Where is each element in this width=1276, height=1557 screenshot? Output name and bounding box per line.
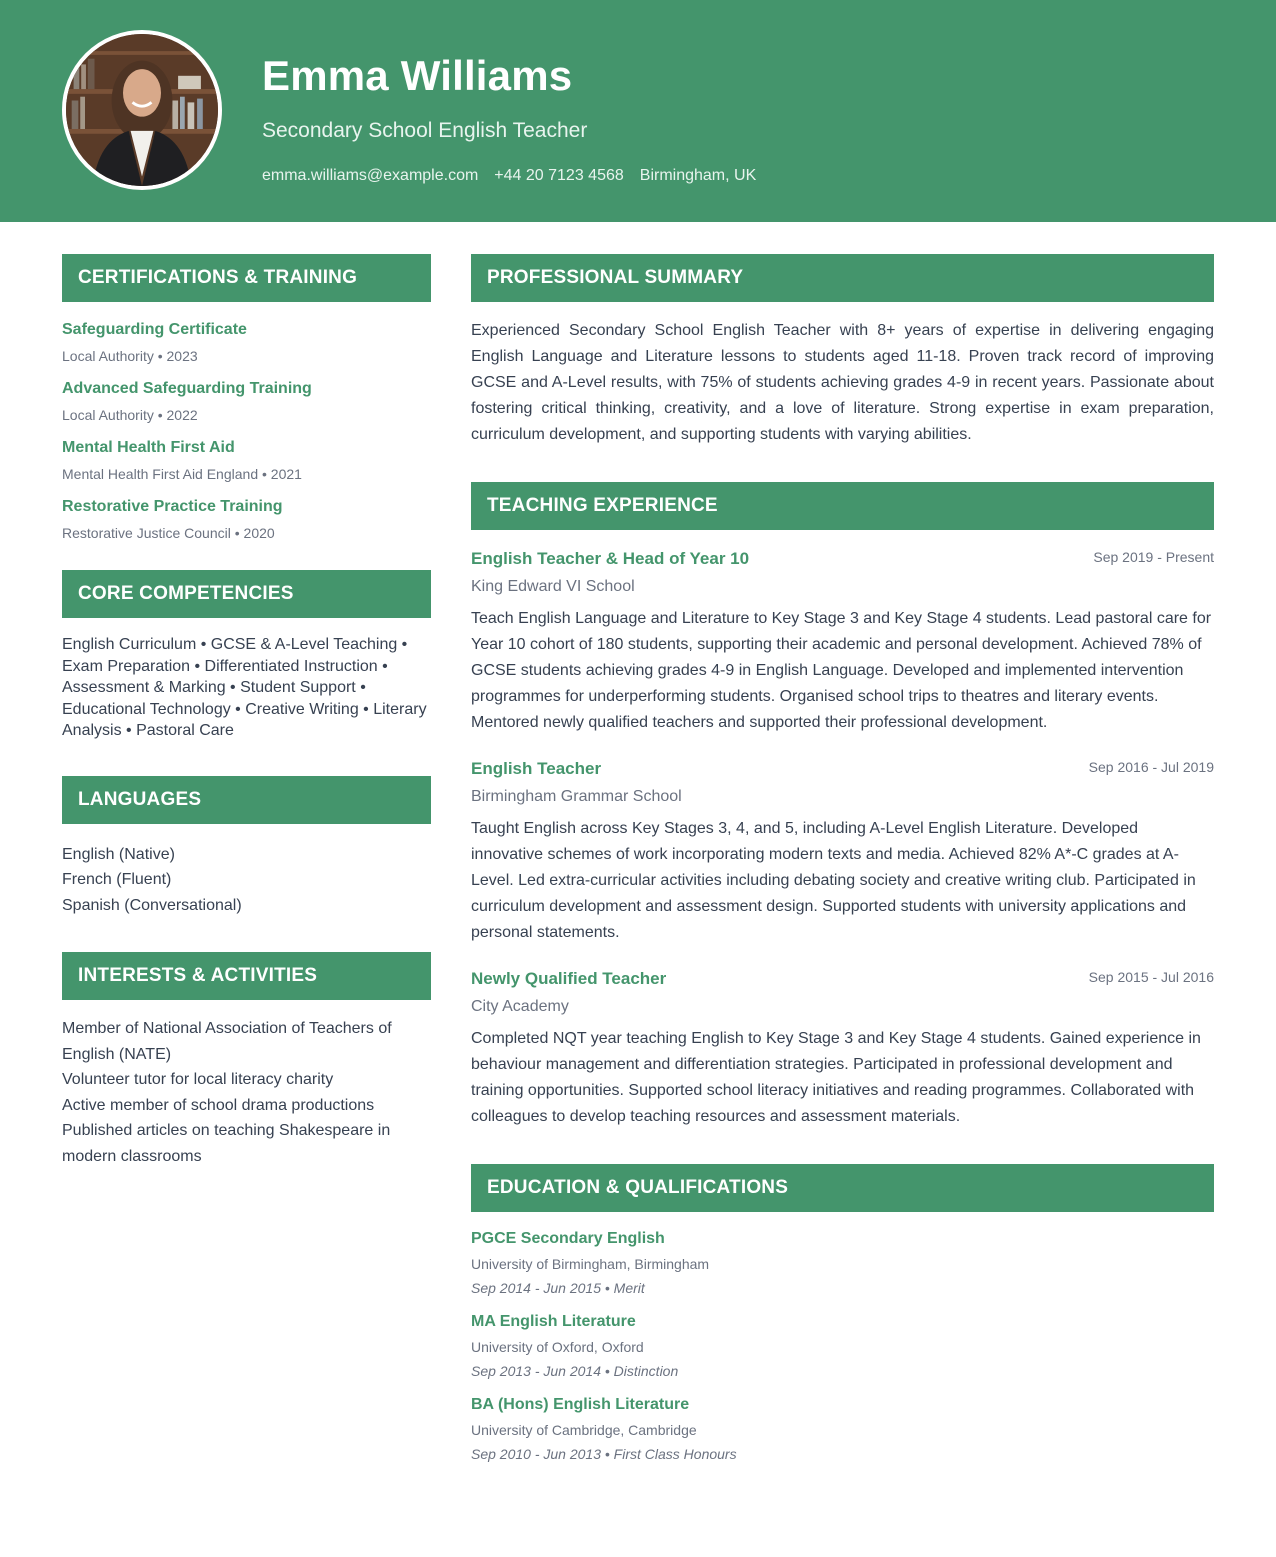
- right-column: [471, 254, 1214, 1497]
- job-header: [471, 758, 1214, 780]
- language-item: English (Native): [62, 845, 175, 863]
- contact-email[interactable]: emma.williams@example.com: [262, 167, 479, 184]
- certification-list: [62, 302, 431, 542]
- job-date: Sep 2016 - Jul 2019: [1088, 759, 1214, 775]
- section-heading: PROFESSIONAL SUMMARY: [471, 254, 1214, 302]
- education-section: [471, 1164, 1214, 1463]
- certification-item: [62, 497, 431, 542]
- education-item: [471, 1394, 1214, 1463]
- candidate-title: Secondary School English Teacher: [262, 119, 588, 142]
- job-description: Teach English Language and Literature to Key Stage 3 and Key Stage 4 students. Lead pastoral care for Year 10 cohort of 180 students, supporting their academic and personal development. Achieved 78% of GCSE students achieving grades 4-9 in English Language. Developed and implemented intervention programmes for underperforming students. Organised school trips to theatres and literary events. Mentored newly qualified teachers and supported their professional development.: [471, 610, 1212, 731]
- job-date: Sep 2015 - Jul 2016: [1088, 969, 1214, 985]
- section-heading: CERTIFICATIONS & TRAINING: [62, 254, 431, 302]
- education-list: [471, 1212, 1214, 1463]
- header-info: [262, 50, 756, 186]
- certification-name: Restorative Practice Training: [62, 498, 283, 515]
- education-item: [471, 1311, 1214, 1380]
- resume-body: [0, 222, 1276, 1557]
- languages-section: [62, 776, 431, 919]
- education-item: [471, 1228, 1214, 1297]
- language-item: Spanish (Conversational): [62, 896, 242, 914]
- job-title: English Teacher: [471, 759, 602, 778]
- job-entry: [471, 548, 1214, 736]
- job-company: Birmingham Grammar School: [471, 788, 682, 805]
- education-school: University of Cambridge, Cambridge: [471, 1422, 697, 1438]
- job-company: King Edward VI School: [471, 578, 635, 595]
- competencies-text: English Curriculum • GCSE & A-Level Teaching • Exam Preparation • Differentiated Instruction • Assessment & Marking • Student Support • Educational Technology • Creative Writing • Literary Analysis • Pastoral Care: [62, 636, 427, 739]
- certification-meta: Restorative Justice Council • 2020: [62, 525, 275, 541]
- certification-name: Advanced Safeguarding Training: [62, 380, 312, 397]
- job-entry: [471, 758, 1214, 946]
- interest-list: [62, 1000, 431, 1169]
- certification-item: [62, 379, 431, 424]
- job-title: English Teacher & Head of Year 10: [471, 549, 750, 568]
- education-degree: PGCE Secondary English: [471, 1230, 665, 1247]
- education-school: University of Oxford, Oxford: [471, 1339, 644, 1355]
- interest-item: Active member of school drama productions: [62, 1096, 375, 1114]
- interest-item: Member of National Association of Teachers of English (NATE): [62, 1020, 392, 1063]
- experience-section: [471, 482, 1214, 1130]
- avatar: [62, 30, 222, 190]
- contact-info: [262, 166, 756, 186]
- interest-item: Volunteer tutor for local literacy charity: [62, 1071, 334, 1088]
- certification-name: Mental Health First Aid: [62, 439, 235, 456]
- education-meta: Sep 2014 - Jun 2015 • Merit: [471, 1280, 645, 1296]
- job-entry: [471, 968, 1214, 1130]
- language-list: [62, 824, 431, 919]
- interests-section: [62, 952, 431, 1169]
- certification-item: [62, 438, 431, 483]
- job-title: Newly Qualified Teacher: [471, 969, 667, 988]
- summary-section: [471, 254, 1214, 448]
- education-school: University of Birmingham, Birmingham: [471, 1256, 710, 1272]
- section-heading: CORE COMPETENCIES: [62, 570, 431, 618]
- certification-item: [62, 320, 431, 365]
- section-heading: EDUCATION & QUALIFICATIONS: [471, 1164, 1214, 1212]
- section-heading: LANGUAGES: [62, 776, 431, 824]
- contact-location: Birmingham, UK: [639, 167, 757, 184]
- candidate-name: Emma Williams: [262, 52, 573, 99]
- certification-meta: Mental Health First Aid England • 2021: [62, 466, 302, 482]
- education-degree: MA English Literature: [471, 1313, 636, 1330]
- competencies-section: [62, 570, 431, 742]
- certifications-section: [62, 254, 431, 542]
- job-header: [471, 548, 1214, 570]
- job-company: City Academy: [471, 998, 569, 1015]
- job-date: Sep 2019 - Present: [1093, 549, 1214, 565]
- section-heading: TEACHING EXPERIENCE: [471, 482, 1214, 530]
- education-meta: Sep 2013 - Jun 2014 • Distinction: [471, 1363, 679, 1379]
- job-description: Completed NQT year teaching English to Key Stage 3 and Key Stage 4 students. Gained experience in behaviour management and differentiation strategies. Participated in professional development and training opportunities. Supported school literacy initiatives and reading programmes. Collaborated with colleagues to develop teaching resources and assessment materials.: [471, 1030, 1201, 1125]
- resume-header: [0, 0, 1276, 222]
- certification-meta: Local Authority • 2022: [62, 407, 198, 423]
- certification-meta: Local Authority • 2023: [62, 348, 198, 364]
- section-heading: INTERESTS & ACTIVITIES: [62, 952, 431, 1000]
- interest-item: Published articles on teaching Shakespeare in modern classrooms: [62, 1122, 391, 1165]
- certification-name: Safeguarding Certificate: [62, 321, 247, 338]
- left-column: [62, 254, 431, 1497]
- job-header: [471, 968, 1214, 990]
- education-degree: BA (Hons) English Literature: [471, 1396, 690, 1413]
- contact-phone[interactable]: +44 20 7123 4568: [494, 167, 624, 184]
- job-description: Taught English across Key Stages 3, 4, and 5, including A-Level English Literature. Developed innovative schemes of work incorporating modern texts and media. Achieved 82% A*-C grades at A-Level. Led extra-curricular activities including debating society and creative writing club. Participated in curriculum development and assessment design. Supported students with university applications and personal statements.: [471, 820, 1196, 941]
- summary-text: Experienced Secondary School English Teacher with 8+ years of expertise in delivering engaging English Language and Literature lessons to students aged 11-18. Proven track record of improving GCSE and A-Level results, with 75% of students achieving grades 4-9 in recent years. Passionate about fostering critical thinking, creativity, and a love of literature. Strong expertise in exam preparation, curriculum development, and supporting students with varying abilities.: [471, 322, 1214, 443]
- profile-photo-icon: [66, 34, 218, 186]
- language-item: French (Fluent): [62, 871, 172, 888]
- education-meta: Sep 2010 - Jun 2013 • First Class Honours: [471, 1446, 737, 1462]
